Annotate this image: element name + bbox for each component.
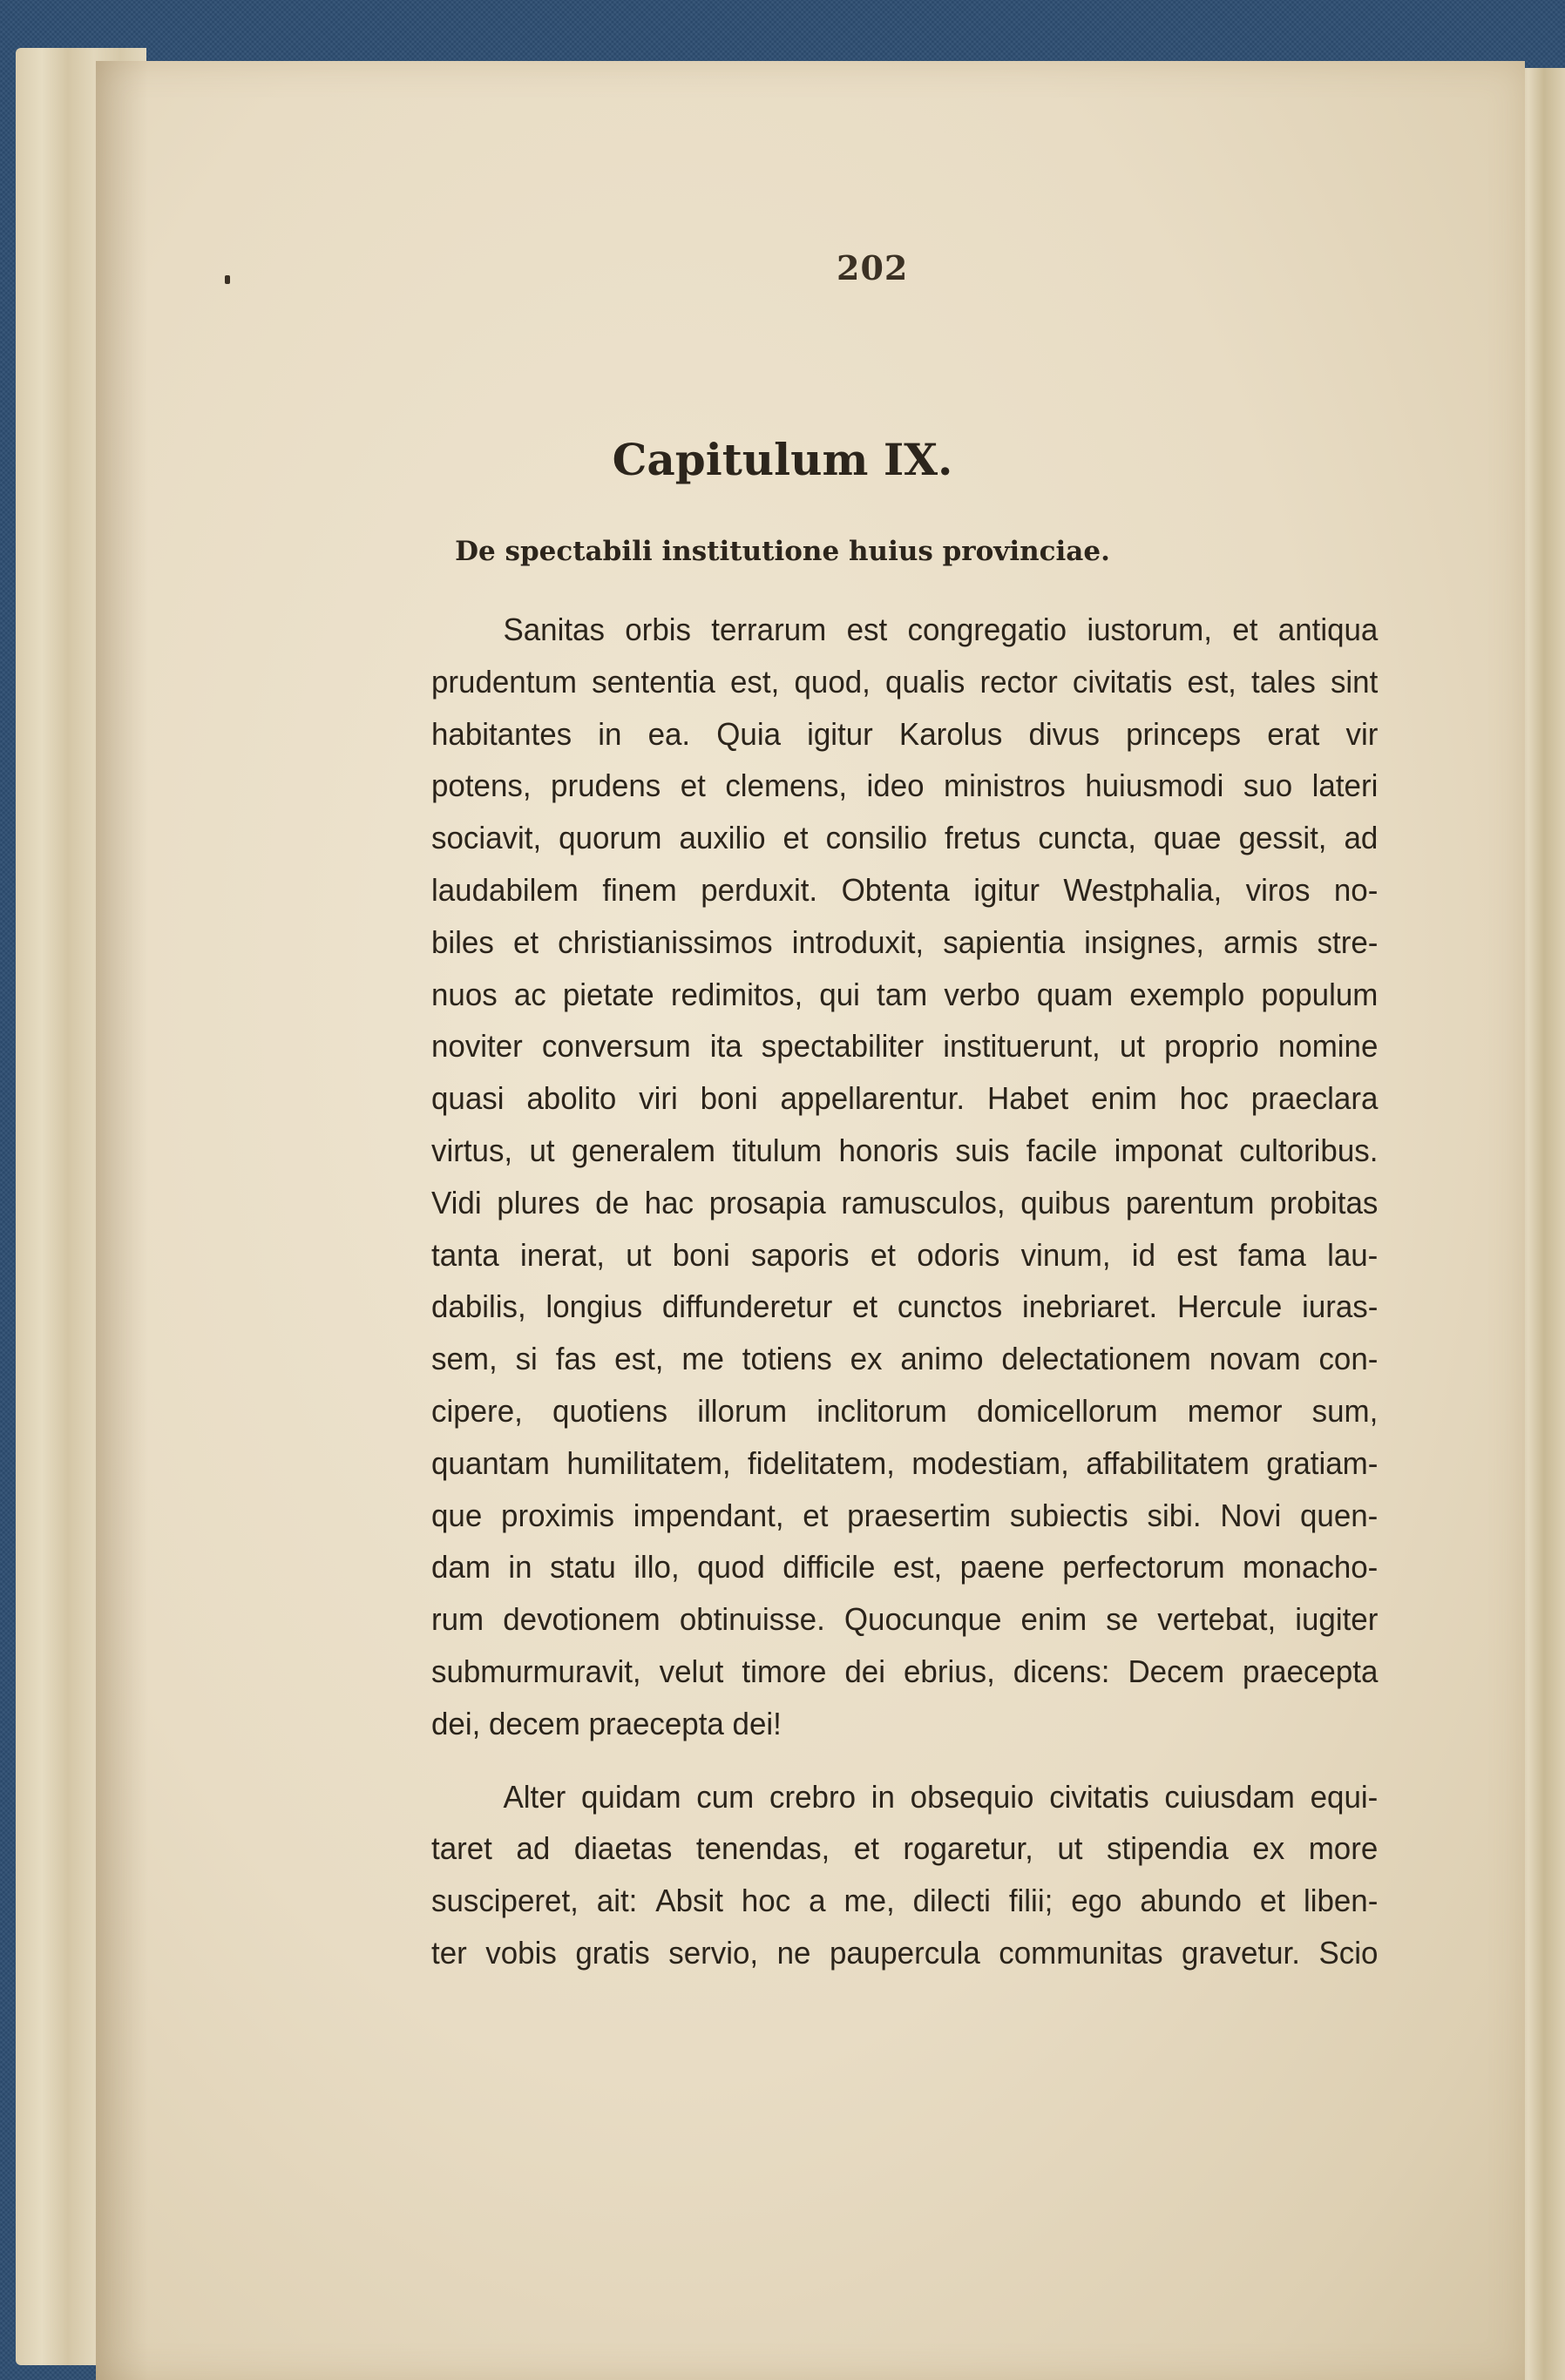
text-line: dei, decem praecepta dei! [431,1705,782,1741]
text-line: susciperet, ait: Absit hoc a me, dilecti filii; ego abundo et liben- [431,1883,1379,1919]
text-line: dam in statu illo, quod difficile est, paene perfectorum monacho- [431,1549,1379,1586]
text-line: prudentum sententia est, quod, qualis rector civitatis est, tales sint [431,663,1379,700]
text-line: dabilis, longius diffunderetur et cunctos inebriaret. Hercule iuras- [431,1288,1379,1325]
text-line: rum devotionem obtinuisse. Quocunque enim se vertebat, iugiter [431,1601,1379,1638]
text-line: quantam humilitatem, fidelitatem, modestiam, affabilitatem gratiam- [431,1444,1379,1481]
text-line: habitantes in ea. Quia igitur Karolus divus princeps erat vir [431,715,1379,752]
ink-mark [225,275,230,284]
paragraph-gap [431,1750,1407,1771]
text-line: cipere, quotiens illorum inclitorum domicellorum memor sum, [431,1392,1379,1429]
text-line: nuos ac pietate redimitos, qui tam verbo quam exemplo populum [431,976,1379,1012]
text-line: laudabilem finem perduxit. Obtenta igitur Westphalia, viros no- [431,871,1379,908]
text-line: submurmuravit, velut timore dei ebrius, dicens: Decem praecepta [431,1653,1379,1689]
text-line: quasi abolito viri boni appellarentur. Habet enim hoc praeclara [431,1080,1379,1117]
gutter-shadow [96,61,148,2380]
text-line: Alter quidam cum crebro in obsequio civitatis cuiusdam equi- [503,1778,1379,1815]
text-line: Vidi plures de hac prosapia ramusculos, quibus parentum probitas [431,1184,1379,1220]
body-text [431,604,1407,1979]
text-line: taret ad diaetas tenendas, et rogaretur, ut stipendia ex more [431,1830,1379,1867]
text-line: sem, si fas est, me totiens ex animo delectationem novam con- [431,1341,1379,1377]
text-line: potens, prudens et clemens, ideo ministros huiusmodi suo lateri [431,767,1379,804]
page-number: 202 [837,248,909,287]
text-line: biles et christianissimos introduxit, sapientia insignes, armis stre- [431,923,1379,960]
text-line: tanta inerat, ut boni saporis et odoris vinum, id est fama lau- [431,1236,1379,1273]
text-line: sociavit, quorum auxilio et consilio fretus cuncta, quae gessit, ad [431,820,1379,856]
text-line: ter vobis gratis servio, ne paupercula communitas gravetur. Scio [431,1934,1379,1971]
paragraph [431,1771,1407,1979]
text-line: noviter conversum ita spectabiliter instituerunt, ut proprio nomine [431,1028,1379,1065]
text-line: Sanitas orbis terrarum est congregatio iustorum, et antiqua [503,612,1379,647]
chapter-subtitle: De spectabili institutione huius provinciae. [455,536,1110,567]
text-line: virtus, ut generalem titulum honoris suis facile imponat cultoribus. [431,1132,1379,1168]
paragraph [431,604,1407,1750]
chapter-title: Capitulum IX. [612,434,953,485]
text-line: que proximis impendant, et praesertim subiectis sibi. Novi quen- [431,1497,1379,1533]
